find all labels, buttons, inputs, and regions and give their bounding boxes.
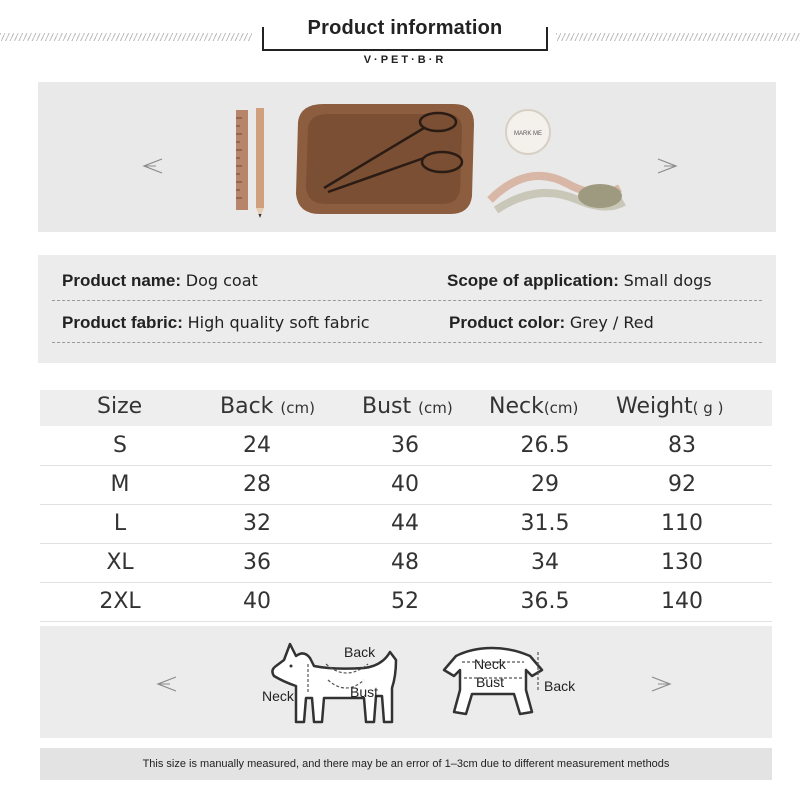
size-cell: L [113,511,127,536]
size-table-header [40,390,772,426]
dog-neck-label: Neck [262,688,294,704]
bust-cell: 36 [391,433,419,458]
product-name [62,271,258,291]
scope-value: Small dogs [623,271,712,290]
header-neck: Neck(cm) [489,394,579,419]
neck-cell: 26.5 [520,433,570,458]
header-back: Back (cm) [220,394,315,419]
chevron-left-icon[interactable] [154,676,180,692]
back-cell: 40 [243,589,271,614]
neck-cell: 31.5 [520,511,570,536]
product-fabric [62,313,370,333]
tools-illustration [228,92,648,224]
product-name-value: Dog coat [185,271,258,290]
bust-cell: 44 [391,511,419,536]
header-hatch-right [556,33,800,41]
chevron-right-icon[interactable] [654,158,680,174]
fabric-label: Product fabric: [62,313,183,332]
table-row [40,545,772,583]
weight-cell: 130 [661,550,703,575]
measurement-diagram-banner [40,626,772,738]
chevron-right-icon[interactable] [648,676,674,692]
back-cell: 28 [243,472,271,497]
scope-of-application [447,271,712,291]
chevron-left-icon[interactable] [140,158,166,174]
product-name-label: Product name: [62,271,182,290]
header-weight: Weight( g ) [616,394,724,419]
weight-cell: 92 [668,472,696,497]
size-cell: M [110,472,130,497]
weight-cell: 83 [668,433,696,458]
table-row [40,428,772,466]
table-row [40,584,772,622]
fabric-value: High quality soft fabric [187,313,370,332]
color-value: Grey / Red [569,313,654,332]
weight-cell: 140 [661,589,703,614]
page-title: Product information [307,17,503,39]
neck-cell: 29 [531,472,559,497]
measurement-note: This size is manually measured, and there may be an error of 1–3cm due to different measurement methods [40,748,772,780]
back-cell: 36 [243,550,271,575]
dog-bust-label: Bust [350,684,379,700]
bust-cell: 40 [391,472,419,497]
header-size: Size [97,394,143,419]
header-title-box [262,17,548,66]
product-color [449,313,654,333]
scope-label: Scope of application: [447,271,619,290]
product-banner [38,82,776,232]
table-row [40,467,772,505]
size-cell: S [113,433,127,458]
dog-back-label: Back [344,644,376,660]
header-bust: Bust (cm) [362,394,453,419]
coat-bust-label: Bust [476,674,505,690]
neck-cell: 34 [531,550,559,575]
bust-cell: 52 [391,589,419,614]
coat-back-label: Back [544,678,576,694]
weight-cell: 110 [661,511,703,536]
color-label: Product color: [449,313,566,332]
dog-outline-icon [264,636,412,732]
table-row [40,506,772,544]
info-row [52,301,762,343]
product-info-panel [38,255,776,363]
neck-cell: 36.5 [520,589,570,614]
back-cell: 24 [243,433,271,458]
size-cell: XL [106,550,134,575]
size-cell: 2XL [99,589,141,614]
back-cell: 32 [243,511,271,536]
coat-neck-label: Neck [474,656,506,672]
header-hatch-left [0,33,252,41]
tape-badge-text: MARK ME [513,131,543,137]
brand-name: V·PET·B·R [363,54,447,66]
bust-cell: 48 [391,550,419,575]
info-row [52,259,762,301]
